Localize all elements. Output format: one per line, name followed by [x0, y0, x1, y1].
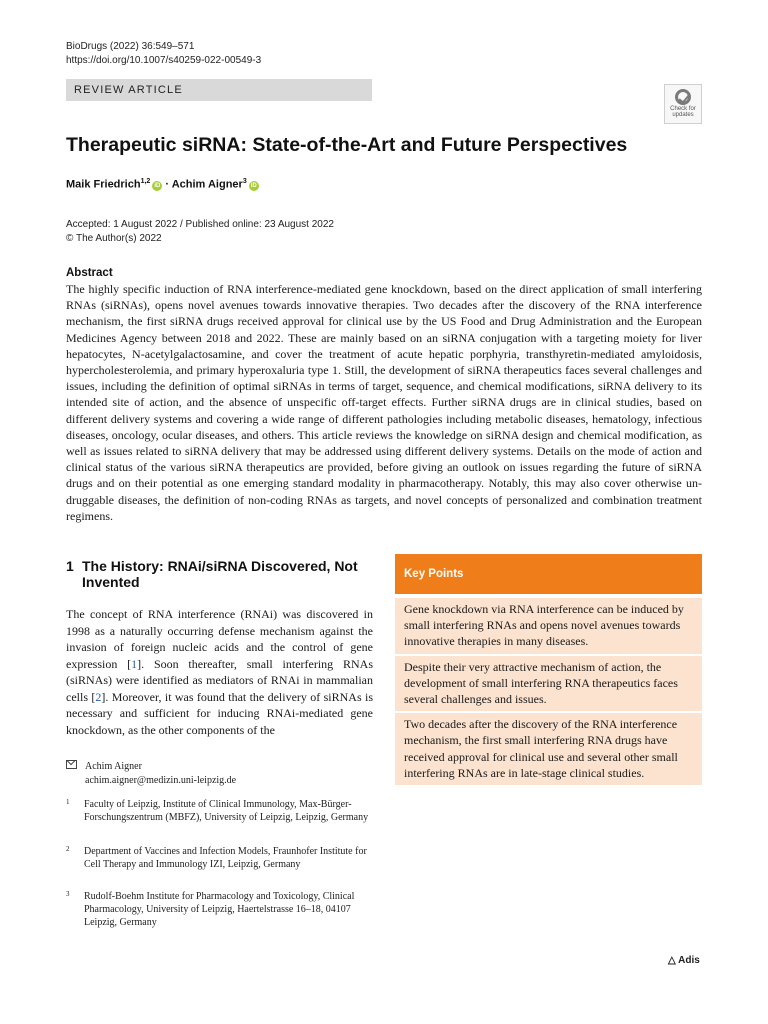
abstract-text: The highly specific induction of RNA interference-mediated gene knockdown, based on the direct application of small interfering RNAs (siRNAs), opens novel avenues towards innovative therapies. Two decades after the discovery of the RNA interference mechanism, the first siRNA drugs received approval for clinical use by the US Food and Drug Administration and the European Medicines Agency between 2018 and 2022. These are mainly based on an siRNA conjugation with a targeting moiety for liver hepatocytes, N-acetylgalactosamine, and cover the treatment of acute hepatic porphyria, transthyretin-mediated amyloidosis, hypercholesterolemia, and primary hyperoxaluria type 1. Still, the development of siRNA therapeutics faces several challenges and issues, including the definition of optimal siRNAs in terms of target, sequence, and chemical modifications, siRNA delivery to its intended site of action, and the absence of unspecific off-target effects. Further siRNA drugs are in clinical studies, based on different delivery systems and covering a wide range of different pathologies including metabolic diseases, hematology, infectious diseases, oncology, ocular diseases, and others. This article reviews the knowledge on siRNA design and chemical modification, as well as issues related to siRNA delivery that may be addressed using different delivery systems. Details on the mode of action and clinical status of the various siRNA therapeutics are provided, before giving an outlook on issues regarding the future of siRNA drugs and on their potential as one emerging standard modality in pharmacotherapy. Notably, this may also cover otherwise un-druggable diseases, the definition of non-coding RNAs as targets, and novel concepts of personalized and combination treatment regimens. [66, 282, 702, 523]
body-text-segment: ]. Moreover, it was found that the delivery of siRNAs is necessary and sufficient for inducing RNAi-mediated gene knockdown, as the other components of the [66, 689, 373, 737]
orcid-icon[interactable]: iD [154, 182, 161, 189]
author-name[interactable]: Achim Aigner [171, 178, 243, 191]
article-type-bar: REVIEW ARTICLE [66, 79, 372, 101]
affiliation [66, 890, 369, 929]
affiliation-text: Faculty of Leipzig, Institute of Clinical Immunology, Max-Bürger-Forschungszentrum (MBFZ), University of Leipzig, Leipzig, Germany [84, 799, 369, 823]
abstract-heading: Abstract [66, 267, 113, 279]
author-list [66, 178, 259, 191]
journal-info [66, 40, 261, 68]
journal-citation: BioDrugs (2022) 36:549–571 [66, 41, 195, 52]
accepted-published-dates: Accepted: 1 August 2022 / Published online: 23 August 2022 [66, 219, 334, 230]
affiliation [66, 798, 369, 824]
key-point-item: Gene knockdown via RNA interference can be induced by small interfering RNAs and opens novel avenues towards innovative therapies in many diseases. [395, 598, 702, 654]
copyright-line: © The Author(s) 2022 [66, 233, 162, 244]
author-separator: · [165, 178, 170, 191]
article-title: Therapeutic siRNA: State-of-the-Art and Future Perspectives [66, 134, 628, 156]
affiliation-number: 2 [66, 845, 70, 853]
correspondence-block [66, 760, 236, 787]
publication-dates [66, 218, 334, 246]
publisher-logo [668, 955, 700, 966]
affiliation-text: Rudolf-Boehm Institute for Pharmacology and Toxicology, Clinical Pharmacology, University of Leipzig, Haertelstrasse 16–18, 04107 Leipzig, Germany [84, 891, 355, 928]
citation-link[interactable]: 2 [95, 689, 102, 704]
publisher-name: Adis [678, 955, 700, 966]
affiliation-number: 3 [66, 890, 70, 898]
author-name[interactable]: Maik Friedrich [66, 178, 141, 191]
doi-link[interactable]: https://doi.org/10.1007/s40259-022-00549-3 [66, 55, 262, 66]
check-updates-line1: Check for [670, 106, 696, 112]
body-text-segment: ]. Soon thereafter, small interfering RNAs (siRNAs) were identified as mediators of RNAi in mammalian cells [ [66, 656, 373, 704]
citation-link[interactable]: 1 [131, 656, 138, 671]
section-title-line2: Invented [82, 574, 140, 590]
section-number: 1 [66, 558, 74, 574]
affiliation [66, 845, 369, 871]
section-body-text [66, 606, 373, 738]
corresponding-author-email[interactable]: achim.aigner@medizin.uni-leipzig.de [85, 774, 237, 786]
corresponding-author-name: Achim Aigner [85, 761, 142, 772]
key-point-item: Despite their very attractive mechanism of action, the development of small interfering RNA therapeutics faces several challenges and issues. [395, 656, 702, 712]
envelope-icon [66, 760, 77, 769]
triangle-logo-icon: △ [668, 955, 676, 966]
key-point-item: Two decades after the discovery of the RNA interference mechanism, the first small interfering RNA drugs have received approval for clinical use and several other small interfering RNAs are in late-stage clinical studies. [395, 713, 702, 785]
author-affiliation-marker: 1,2 [140, 178, 151, 185]
body-text-segment: The concept of RNA interference (RNAi) was discovered in 1998 as a naturally occurring defense mechanism against the invasion of foreign nucleic acids and the control of gene expression [ [66, 607, 373, 671]
check-updates-line2: updates [672, 112, 694, 118]
affiliation-number: 1 [66, 798, 70, 806]
section-heading [66, 558, 376, 590]
check-for-updates-button[interactable] [664, 84, 702, 124]
key-points-heading: Key Points [395, 554, 702, 594]
orcid-icon[interactable]: iD [250, 182, 257, 189]
section-title-line1: The History: RNAi/siRNA Discovered, Not [82, 558, 358, 574]
affiliation-text: Department of Vaccines and Infection Models, Fraunhofer Institute for Cell Therapy and Immunology IZI, Leipzig, Germany [84, 846, 367, 870]
key-points-box [395, 554, 702, 785]
check-updates-icon [675, 89, 691, 105]
author-affiliation-marker: 3 [242, 178, 247, 185]
